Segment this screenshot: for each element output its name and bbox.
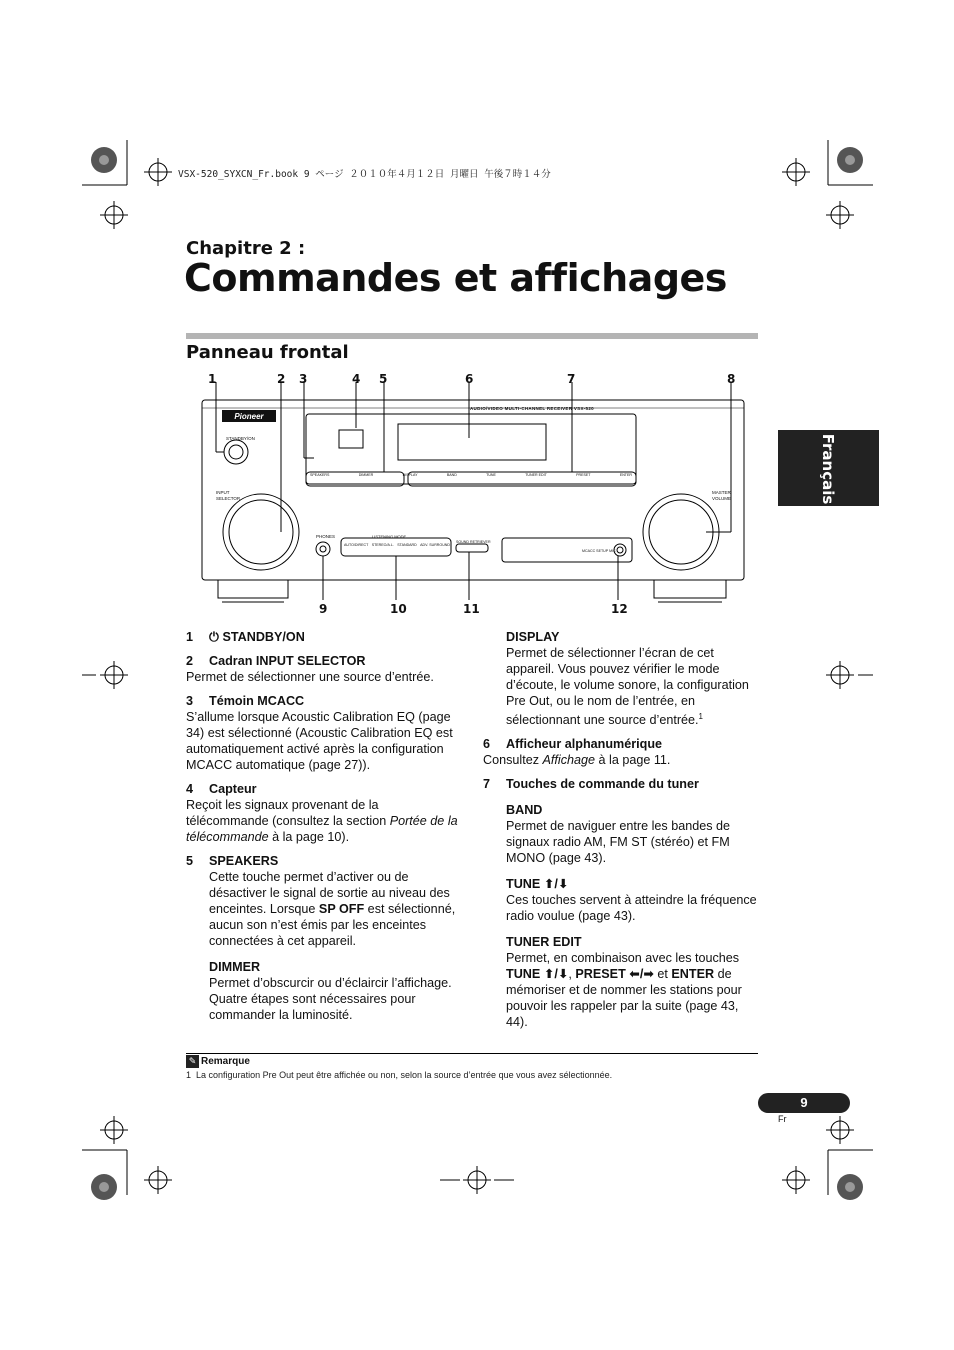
callout-6: 6 [465,372,474,386]
callout-3: 3 [299,372,308,386]
top-buttons-row [310,473,632,477]
master-volume-label: MASTER VOLUME [712,490,732,501]
power-icon: ⏻ [209,630,223,644]
right-column [483,629,759,1030]
display-heading: DISPLAY [506,630,560,644]
lm-standard: STANDARD [397,543,417,547]
item-3-text: S’allume lorsque Acoustic Calibration EQ (page 34) est sélectionné (Acoustic Calibration EQ est automatiquement activé après la configuration MCACC automatique (page 27)). [186,710,453,772]
front-panel-figure [186,368,758,618]
item-4-heading: 4 Capteur [186,782,257,796]
item-3-heading: 3 Témoin MCACC [186,694,305,708]
chapter-label: Chapitre 2 : [186,238,306,259]
note-divider [186,1053,758,1054]
callout-8: 8 [727,372,736,386]
callout-7: 7 [567,372,576,386]
tune-heading: TUNE ⬆/⬇ [506,877,569,892]
sound-retriever-label: SOUND RETRIEVER [456,540,491,544]
note-pencil-icon: ✎ [186,1055,199,1068]
left-column [186,629,462,1023]
item-6-heading: 6 Afficheur alphanumérique [483,737,663,752]
mcacc-setup-label: MCACC SETUP MIC [582,549,616,553]
item-5-text: Cette touche permet d’activer ou de désactiver le signal de sortie au niveau des enceintes. Lorsque SP OFF est sélectionné, aucun son n’est émis par les enceintes connectées à cet appareil. [209,870,456,948]
model-line: AUDIO/VIDEO MULTI-CHANNEL RECEIVER VSX-520 [470,406,594,411]
btn-display: DISPLAY [402,473,418,477]
lm-stereo: STEREO/A.L. [371,543,394,547]
callout-1: 1 [208,372,217,386]
note-label-row [186,1055,250,1068]
band-text: Permet de naviguer entre les bandes de signaux radio AM, FM ST (stéréo) et FM MONO (page 43). [506,819,731,866]
item-2-text: Permet de sélectionner une source d’entrée. [186,670,434,684]
band-heading: BAND [506,803,543,818]
item-5-heading: 5 SPEAKERS [186,854,279,868]
tuner-edit-text: Permet, en combinaison avec les touches TUNE ⬆/⬇, PRESET ⬅/➡ et ENTER de mémoriser et de nommer les stations pour pouvoir les rappeler par la suite (page 43, 44). [506,951,742,1030]
page-lang: Fr [778,1114,787,1124]
brand-logo-text: Pioneer [234,412,264,421]
lm-adv-surround: ADV. SURROUND [420,543,450,547]
callout-10: 10 [390,602,407,616]
dimmer-heading: DIMMER [209,960,261,974]
tuner-edit-heading: TUNER EDIT [506,935,582,950]
btn-dimmer: DIMMER [358,473,374,477]
language-tab-label: Français [819,433,837,505]
lm-auto-direct: AUTO/DIRECT [344,543,369,547]
btn-speakers: SPEAKERS [310,473,330,477]
standby-label: STANDBY/ON [226,436,255,441]
item-4-text: Reçoit les signaux provenant de la télécommande (consultez la section Portée de la télécommande à la page 10). [186,798,458,844]
callout-9: 9 [319,602,328,616]
callout-4: 4 [352,372,361,386]
section-divider [186,333,758,339]
btn-tune: TUNE [486,473,496,477]
btn-enter: ENTER [619,473,632,477]
phones-label: PHONES [316,534,336,539]
btn-band: BAND [446,473,457,477]
item-2-heading: 2 Cadran INPUT SELECTOR [186,654,366,668]
display-text: Permet de sélectionner l’écran de cet appareil. Vous pouvez vérifier le mode d’écoute, le volume sonore, la configuration Pre Out, ou le nom de l’entrée, en sélectionnant une source d’entrée.$^1$ [506,646,749,728]
input-selector-label: INPUT SELECTOR [216,490,241,501]
note-label: Remarque [201,1056,250,1067]
callout-5: 5 [379,372,388,386]
btn-tuner-edit: TUNER EDIT [525,473,547,477]
item-1-heading: 1 ⏻ STANDBY/ON [186,630,305,644]
item-6-text: Consultez Affichage à la page 11. [483,753,671,768]
language-tab [778,430,879,506]
callout-11: 11 [463,602,480,616]
item-7-heading: 7 Touches de commande du tuner [483,777,699,792]
listening-mode-label: LISTENING MODE [372,534,407,539]
btn-preset: PRESET [576,473,591,477]
section-title: Panneau frontal [186,342,349,363]
note-text: 1 La configuration Pre Out peut être affichée ou non, selon la source d’entrée que vous avez sélectionnée. [186,1070,613,1080]
listening-buttons [344,543,450,547]
tune-text: Ces touches servent à atteindre la fréquence radio voulue (page 43). [506,893,757,924]
dimmer-text: Permet d’obscurcir ou d’éclaircir l’affichage. Quatre étapes sont nécessaires pour commander la luminosité. [209,976,452,1022]
print-header: VSX-520_SYXCN_Fr.book 9 ページ ２０１０年４月１２日 月曜日 午後７時１４分 [178,169,551,180]
chapter-title: Commandes et affichages [184,256,727,300]
callout-12: 12 [611,602,628,616]
page-number: 9 [758,1093,850,1113]
callout-2: 2 [277,372,286,386]
